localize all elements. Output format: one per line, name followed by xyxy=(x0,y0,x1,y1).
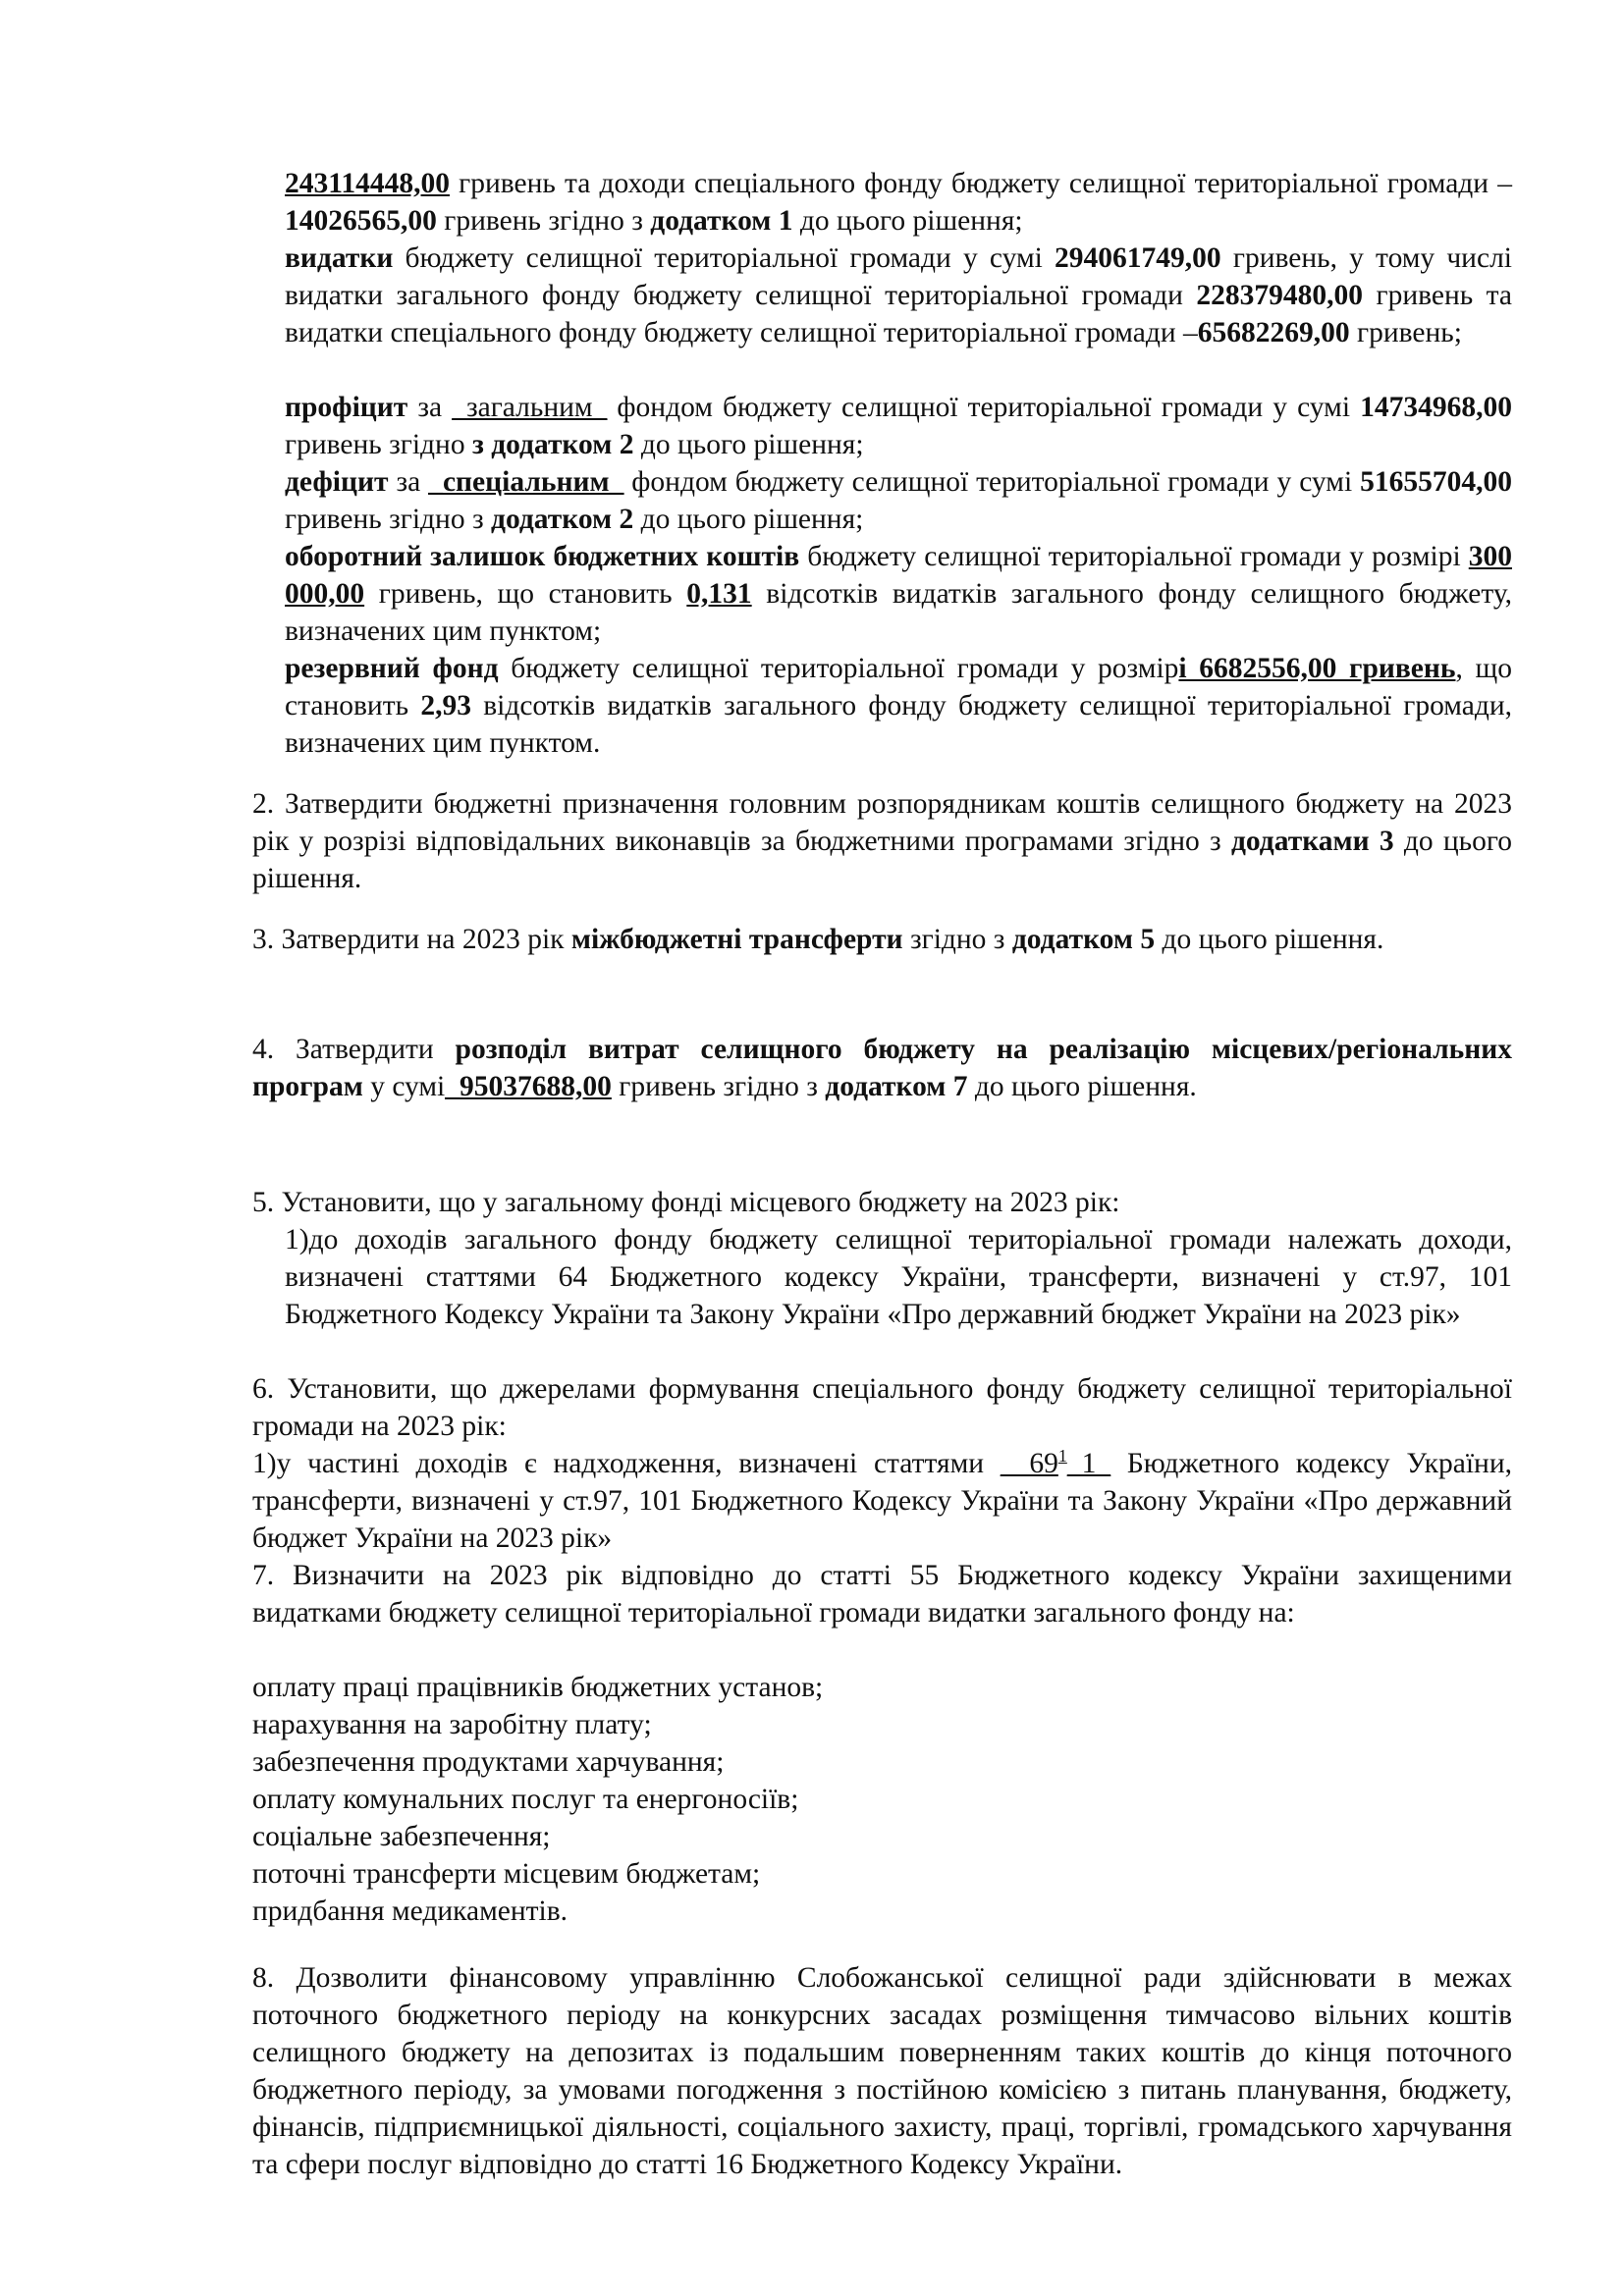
deficit-paragraph xyxy=(285,463,1512,538)
deficit-text3: гривень згідно з xyxy=(285,504,492,535)
surplus-end: до цього рішення; xyxy=(633,429,864,460)
surplus-label: профіцит xyxy=(285,392,408,423)
surplus-sum: 14734968,00 xyxy=(1360,392,1512,423)
income-end: до цього рішення; xyxy=(792,205,1023,237)
protected-expenses-list xyxy=(252,1669,1512,1930)
income-text: гривень та доходи спеціального фонду бюджету селищної територіальної громади – xyxy=(450,168,1512,199)
working-balance-text3: відсотків видатків загального фонду селищного бюджету, визначених цим пунктом; xyxy=(285,578,1512,647)
reserve-fund-pct: 2,93 xyxy=(420,690,471,721)
section-3-end: до цього рішення. xyxy=(1155,924,1384,955)
reserve-fund-text3: відсотків видатків загального фонду бюджету селищної територіальної громади, визначених цим пунктом. xyxy=(285,690,1512,759)
expenses-text: бюджету селищної територіальної громади у сумі xyxy=(393,242,1056,274)
section-2-end: до цього рішення. xyxy=(252,826,1512,894)
section-4-paragraph xyxy=(252,1031,1512,1105)
income-paragraph xyxy=(285,165,1512,240)
section-4-lead: 4. Затвердити xyxy=(252,1034,456,1065)
list-item: оплату комунальних послуг та енергоносіїв; xyxy=(252,1784,799,1815)
surplus-annex: з додатком 2 xyxy=(471,429,634,460)
deficit-annex: додатком 2 xyxy=(491,504,634,535)
reserve-fund-paragraph xyxy=(285,650,1512,762)
section-4-annex: додатком 7 xyxy=(825,1071,968,1102)
deficit-fund: _спеціальним_ xyxy=(428,466,624,498)
section-6-article-sup: 1 xyxy=(1057,1446,1067,1467)
section-6-item-text-2: Бюджетного кодексу України, трансферти, визначені у ст.97, 101 Бюджетного Кодексу України та Закону України «Про державний бюджет України на 2023 рік» xyxy=(252,1448,1512,1554)
list-item: поточні трансферти місцевим бюджетам; xyxy=(252,1858,761,1890)
section-7-heading: 7. Визначити на 2023 рік відповідно до статті 55 Бюджетного кодексу України захищеними видатками бюджету селищної територіальної громади видатки загального фонду на: xyxy=(252,1560,1512,1629)
section-8-paragraph: 8. Дозволити фінансовому управлінню Слобожанської селищної ради здійснювати в межах поточного бюджетного періоду на конкурсних засадах розміщення тимчасово вільних коштів селищного бюджету на депозитах із подальшим поверненням таких коштів до кінця поточного бюджетного періоду, за умовами погодження з постійною комісією з питань планування, бюджету, фінансів, підприємницької діяльності, соціального захисту, праці, торгівлі, громадського харчування та сфери послуг відповідно до статті 16 Бюджетного Кодексу України. xyxy=(252,1962,1512,2180)
deficit-end: до цього рішення; xyxy=(633,504,864,535)
expenses-text3: гривень та видатки спеціального фонду бюджету селищної територіальної громади – xyxy=(285,280,1512,348)
working-balance-pct: 0,131 xyxy=(686,578,752,610)
special-expenses-sum: 65682269,00 xyxy=(1197,317,1350,348)
section-3-bold: міжбюджетні трансферти xyxy=(570,924,903,955)
section-2-paragraph xyxy=(252,785,1512,897)
section-6-heading: 6. Установити, що джерелами формування спеціального фонду бюджету селищної територіальної громади на 2023 рік: xyxy=(252,1373,1512,1442)
income-tail: гривень згідно з xyxy=(436,205,651,237)
section-6-item-text: 1)у частині доходів є надходження, визначені статтями xyxy=(252,1448,1001,1479)
section-5-item-1: 1)до доходів загального фонду бюджету селищної територіальної громади належать доходи, визначені статтями 64 Бюджетного кодексу України, трансферти, визначені у ст.97, 101 Бюджетного Кодексу України та Закону України «Про державний бюджет України на 2023 рік» xyxy=(285,1224,1512,1330)
working-balance-sum: 300 000,00 xyxy=(285,541,1512,610)
list-item: оплату праці працівників бюджетних установ; xyxy=(252,1672,824,1703)
section-3-annex: додатком 5 xyxy=(1011,924,1156,955)
section-5-heading: 5. Установити, що у загальному фонді місцевого бюджету на 2023 рік: xyxy=(252,1187,1120,1218)
reserve-fund-label: резервний фонд xyxy=(285,653,499,684)
section-3-paragraph xyxy=(252,921,1512,958)
working-balance-label: оборотний залишок бюджетних коштів xyxy=(285,541,800,572)
expenses-label: видатки xyxy=(285,242,394,274)
expenses-end: гривень; xyxy=(1349,317,1462,348)
surplus-paragraph xyxy=(285,389,1512,463)
general-expenses-sum: 228379480,00 xyxy=(1196,280,1364,311)
list-item: соціальне забезпечення; xyxy=(252,1821,551,1852)
list-item: забезпечення продуктами харчування; xyxy=(252,1746,725,1778)
reserve-fund-sum: і 6682556,00 гривень xyxy=(1178,653,1456,684)
section-2-annex: додатками 3 xyxy=(1230,826,1394,857)
expenses-paragraph xyxy=(285,240,1512,351)
deficit-text: за xyxy=(388,466,429,498)
section-4-bold: розподіл витрат селищного бюджету на реалізацію місцевих/регіональних програм xyxy=(252,1034,1512,1102)
list-item: придбання медикаментів. xyxy=(252,1896,568,1927)
surplus-fund: _загальним_ xyxy=(452,392,608,423)
section-4-sum: _95037688,00 xyxy=(445,1071,612,1102)
expenses-sum: 294061749,00 xyxy=(1055,242,1221,274)
surplus-text: за xyxy=(407,392,453,423)
section-6-item-1 xyxy=(252,1445,1512,1557)
surplus-text3: гривень згідно xyxy=(285,429,472,460)
deficit-text2: фондом бюджету селищної територіальної громади у сумі xyxy=(623,466,1361,498)
working-balance-text2: гривень, що становить xyxy=(364,578,687,610)
deficit-label: дефіцит xyxy=(285,466,389,498)
section-4-text: у сумі xyxy=(362,1071,446,1102)
deficit-sum: 51655704,00 xyxy=(1360,466,1513,498)
section-3-text: 3. Затвердити на 2023 рік xyxy=(252,924,571,955)
income-annex: додатком 1 xyxy=(650,205,793,237)
section-2-text: 2. Затвердити бюджетні призначення головним розпорядникам коштів селищного бюджету на 2023 рік у розрізі відповідальних виконавців за бюджетними програмами згідно з xyxy=(252,788,1512,857)
section-6-article: __69 xyxy=(1000,1448,1058,1479)
working-balance-text: бюджету селищної територіальної громади у розмірі xyxy=(799,541,1469,572)
working-balance-paragraph xyxy=(285,538,1512,650)
section-3-text2: згідно з xyxy=(902,924,1012,955)
special-income-sum: 14026565,00 xyxy=(285,205,437,237)
reserve-fund-text: бюджету селищної територіальної громади у розмір xyxy=(498,653,1179,684)
surplus-text2: фондом бюджету селищної територіальної громади у сумі xyxy=(607,392,1361,423)
income-sum: 243114448,00 xyxy=(285,168,450,199)
section-6-article-2: _1_ xyxy=(1066,1448,1111,1479)
list-item: нарахування на заробітну плату; xyxy=(252,1709,652,1740)
reserve-fund-text2: , що становить xyxy=(285,653,1512,721)
section-4-text2: гривень згідно з xyxy=(611,1071,826,1102)
expenses-text2: гривень, у тому числі видатки загального фонду бюджету селищної територіальної громади xyxy=(285,242,1512,311)
section-4-end: до цього рішення. xyxy=(967,1071,1197,1102)
